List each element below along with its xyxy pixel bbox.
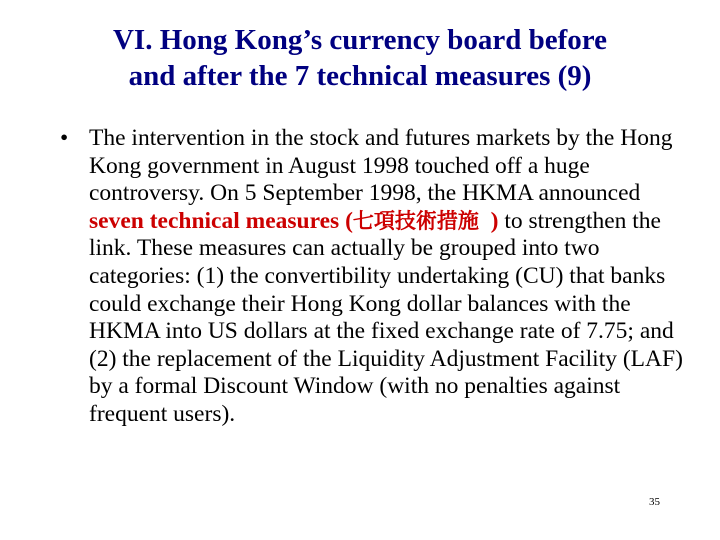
page-number: 35 [649, 496, 660, 508]
bullet-marker: • [60, 125, 69, 151]
highlight-close-paren: ) [478, 207, 499, 234]
bullet-paragraph [89, 125, 690, 429]
title-line-1: VI. Hong Kong’s currency board before [112, 24, 608, 56]
highlight-english: seven technical measures ( [89, 207, 353, 234]
body-text-part1: The intervention in the stock and futures markets by the Hong Kong government in August 1998 touched off a huge controversy. On 5 September 1998, the HKMA announced [89, 125, 673, 207]
slide-title [40, 22, 680, 94]
bullet-point [60, 125, 690, 429]
highlight-chinese: 七項技術措施 [352, 208, 479, 233]
body-text-part2: to strengthen the link. These measures can actually be grouped into two categories: (1) the convertibility undertaking (CU) that banks could exchange their Hong Kong dollar balances with the HKMA into US dollars at the fixed exchange rate of 7.75; and (2) the replacement of the Liquidity Adjustment Facility (LAF) by a formal Discount Window (with no penalties against frequent users). [89, 207, 683, 427]
highlight-phrase [89, 208, 498, 234]
title-line-2: and after the 7 technical measures (9) [128, 60, 592, 92]
